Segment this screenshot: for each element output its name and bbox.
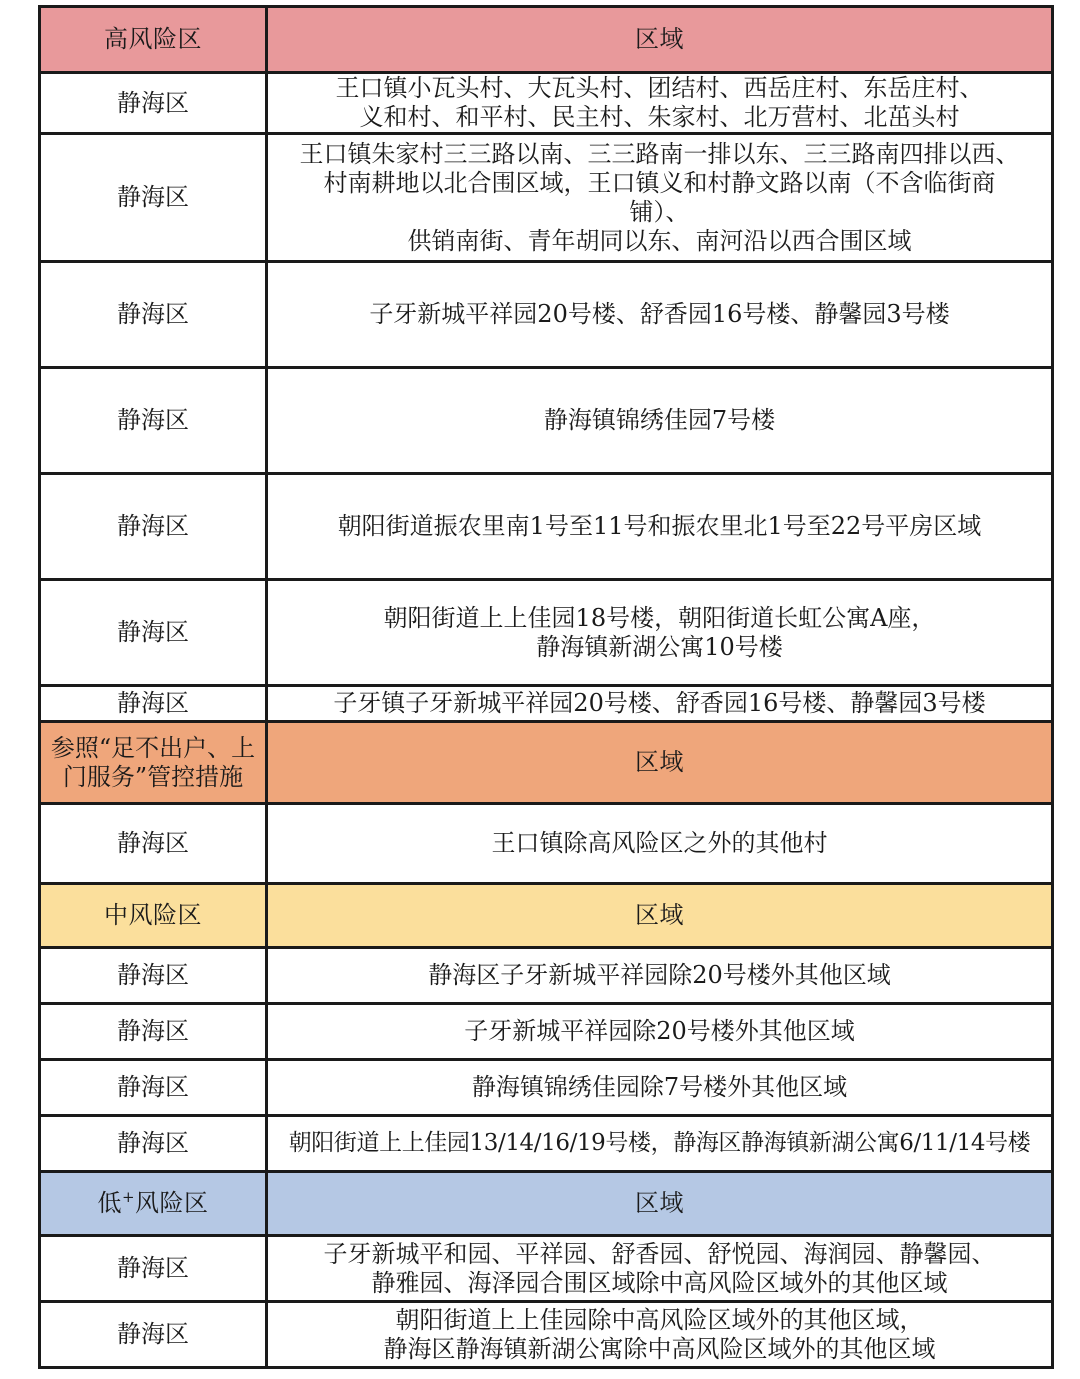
table-row (40, 1236, 1053, 1302)
high-risk-area-header: 区域 (267, 7, 1053, 73)
table-row (40, 1060, 1053, 1116)
district-cell: 静海区 (40, 1060, 267, 1116)
district-cell: 静海区 (40, 804, 267, 884)
table-row (40, 948, 1053, 1004)
district-cell: 静海区 (40, 262, 267, 368)
area-cell: 朝阳街道上上佳园除中高风险区域外的其他区域， 静海区静海镇新湖公寓除中高风险区域外的其他区域 (267, 1302, 1053, 1368)
medium-risk-header-row (40, 884, 1053, 948)
low-plus-risk-plus-mark: + (121, 1188, 136, 1206)
district-cell: 静海区 (40, 580, 267, 686)
area-cell: 朝阳街道振农里南1号至11号和振农里北1号至22号平房区域 (267, 474, 1053, 580)
district-cell: 静海区 (40, 1116, 267, 1172)
high-risk-category-header: 高风险区 (40, 7, 267, 73)
table-row (40, 73, 1053, 134)
area-cell: 子牙新城平和园、平祥园、舒香园、舒悦园、海润园、静馨园、 静雅园、海泽园合围区域除中高风险区域外的其他区域 (267, 1236, 1053, 1302)
low-plus-risk-header-row (40, 1172, 1053, 1236)
low-plus-risk-prefix: 低 (97, 1189, 122, 1217)
medium-risk-area-header: 区域 (267, 884, 1053, 948)
district-cell: 静海区 (40, 1302, 267, 1368)
home-control-header-row (40, 722, 1053, 804)
low-plus-risk-area-header: 区域 (267, 1172, 1053, 1236)
table-row (40, 1302, 1053, 1368)
table-row (40, 474, 1053, 580)
district-cell: 静海区 (40, 73, 267, 134)
district-cell: 静海区 (40, 686, 267, 722)
table-row (40, 580, 1053, 686)
area-cell: 子牙新城平祥园除20号楼外其他区域 (267, 1004, 1053, 1060)
table-row (40, 1116, 1053, 1172)
district-cell: 静海区 (40, 1004, 267, 1060)
table-row (40, 134, 1053, 262)
area-cell: 王口镇朱家村三三路以南、三三路南一排以东、三三路南四排以西、 村南耕地以北合围区域，王口镇义和村静文路以南（不含临街商 铺）、 供销南街、青年胡同以东、南河沿以西合围区域 (267, 134, 1053, 262)
area-cell: 王口镇小瓦头村、大瓦头村、团结村、西岳庄村、东岳庄村、 义和村、和平村、民主村、朱家村、北万营村、北茁头村 (267, 73, 1053, 134)
home-control-area-header: 区域 (267, 722, 1053, 804)
area-cell: 子牙镇子牙新城平祥园20号楼、舒香园16号楼、静馨园3号楼 (267, 686, 1053, 722)
low-plus-risk-suffix: 风险区 (135, 1189, 209, 1217)
table-row (40, 368, 1053, 474)
low-plus-risk-category-header (40, 1172, 267, 1236)
risk-area-table (38, 5, 1054, 1369)
home-control-category-header: 参照“足不出户、上 门服务”管控措施 (40, 722, 267, 804)
table-row (40, 804, 1053, 884)
medium-risk-category-header: 中风险区 (40, 884, 267, 948)
district-cell: 静海区 (40, 948, 267, 1004)
area-cell: 王口镇除高风险区之外的其他村 (267, 804, 1053, 884)
area-cell: 子牙新城平祥园20号楼、舒香园16号楼、静馨园3号楼 (267, 262, 1053, 368)
table-row (40, 686, 1053, 722)
district-cell: 静海区 (40, 368, 267, 474)
area-cell: 静海区子牙新城平祥园除20号楼外其他区域 (267, 948, 1053, 1004)
district-cell: 静海区 (40, 474, 267, 580)
high-risk-header-row (40, 7, 1053, 73)
area-cell: 朝阳街道上上佳园13/14/16/19号楼，静海区静海镇新湖公寓6/11/14号楼 (267, 1116, 1053, 1172)
area-cell: 静海镇锦绣佳园除7号楼外其他区域 (267, 1060, 1053, 1116)
table-row (40, 1004, 1053, 1060)
district-cell: 静海区 (40, 134, 267, 262)
district-cell: 静海区 (40, 1236, 267, 1302)
area-cell: 静海镇锦绣佳园7号楼 (267, 368, 1053, 474)
area-cell: 朝阳街道上上佳园18号楼，朝阳街道长虹公寓A座， 静海镇新湖公寓10号楼 (267, 580, 1053, 686)
table-row (40, 262, 1053, 368)
